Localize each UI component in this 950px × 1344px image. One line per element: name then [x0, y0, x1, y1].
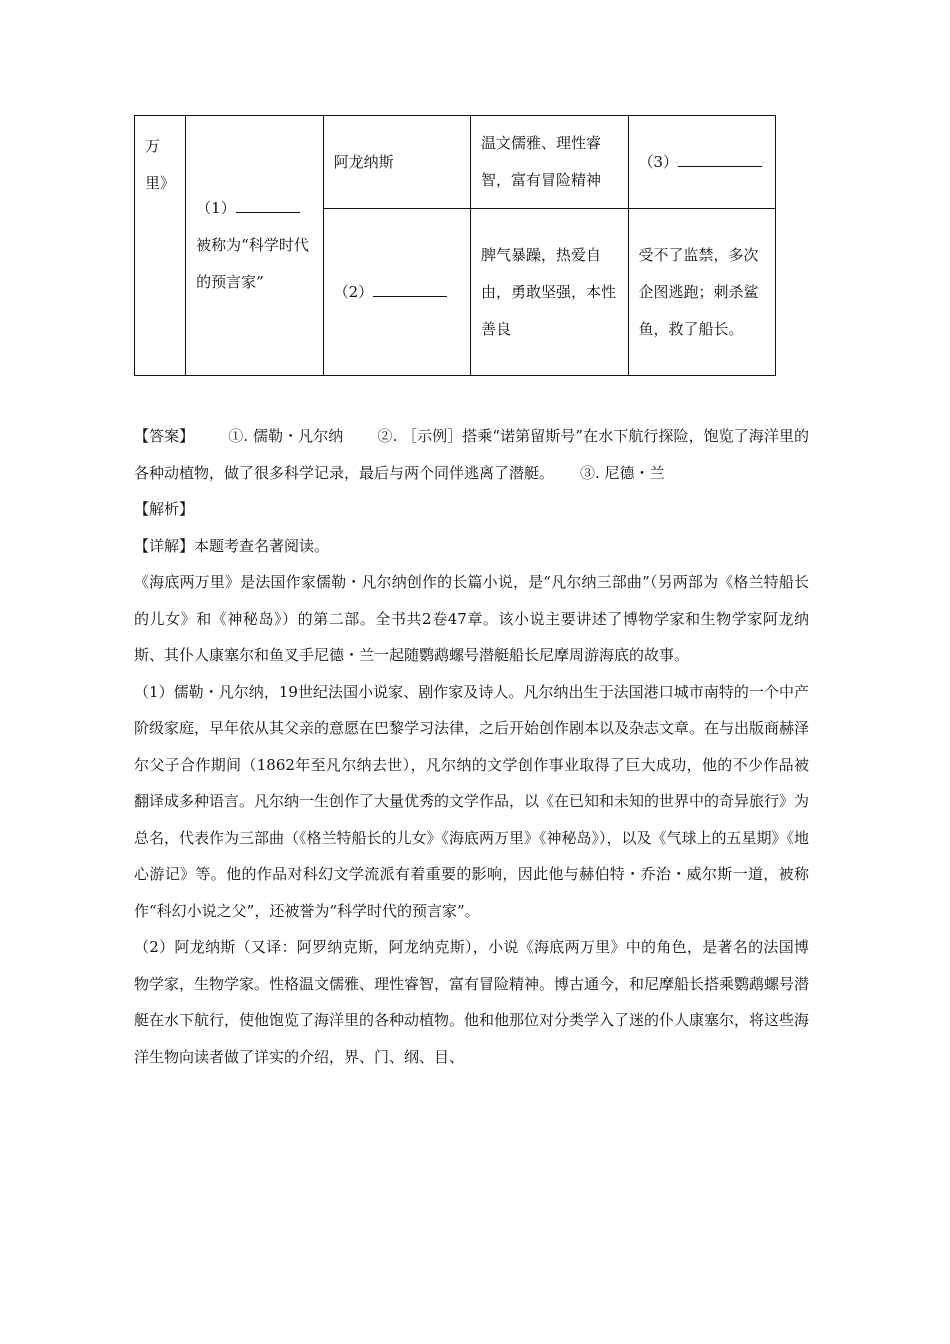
answer-label: 【答案】	[134, 427, 195, 445]
paragraph: （2）阿龙纳斯（又译：阿罗纳克斯，阿龙纳克斯），小说《海底两万里》中的角色，是著名的法国博物学家，生物学家。性格温文儒雅、理性睿智，富有冒险精神。博古通今，和尼摩船长搭乘鹦鹉螺号潜艇在水下航行，使他饱览了海洋里的各种动植物。他和他那位对分类学入了迷的仆人康塞尔，将这些海洋生物向读者做了详实的介绍，界、门、纲、目、	[134, 938, 810, 1066]
author-cell	[186, 116, 323, 376]
event-blank	[678, 152, 762, 167]
author-blank	[236, 198, 300, 213]
book-title-cell: 万里》	[135, 116, 186, 376]
traits-cell: 脾气暴躁，热爱自由，勇敢坚强，本性善良	[471, 209, 628, 376]
role-cell: 阿龙纳斯	[323, 116, 470, 209]
answer-paragraph	[134, 418, 809, 491]
detail-label: 【详解】本题考查名著阅读。	[134, 536, 330, 555]
role-blank	[373, 282, 447, 297]
traits-cell: 温文儒雅、理性睿智，富有冒险精神	[471, 116, 628, 209]
analysis-label: 【解析】	[134, 500, 195, 518]
answer-item-1: ①. 儒勒・凡尔纳	[228, 427, 344, 445]
answer-item-2: ②. ［示例］搭乘“诺第留斯号”在水下航行探险，饱览了海洋里的各种动植物，做了很多科学记录，最后与两个同伴逃离了潜艇。	[134, 427, 809, 482]
event-cell: 受不了监禁，多次企图逃跑；刺杀鲨鱼，救了船长。	[628, 209, 775, 376]
event-cell	[628, 116, 775, 209]
answer-section	[134, 418, 809, 1075]
literature-table	[134, 115, 776, 376]
answer-item-3: ③. 尼德・兰	[580, 463, 665, 482]
author-description: 被称为“科学时代的预言家”	[196, 236, 309, 291]
role-blank-label: （2）	[333, 282, 374, 301]
author-blank-label: （1）	[196, 199, 236, 217]
role-cell	[323, 209, 470, 376]
table-row	[135, 116, 776, 209]
paragraph: （1）儒勒・凡尔纳，19世纪法国小说家、剧作家及诗人。凡尔纳出生于法国港口城市南特的一个中产阶级家庭，早年依从其父亲的意愿在巴黎学习法律，之后开始创作剧本以及杂志文章。在与出版商赫泽尔父子合作期间（1862年至凡尔纳去世），凡尔纳的文学创作事业取得了巨大成功，他的不少作品被翻译成多种语言。凡尔纳一生创作了大量优秀的文学作品，以《在已知和未知的世界中的奇异旅行》为总名，代表作为三部曲（《格兰特船长的儿女》《海底两万里》《神秘岛》），以及《气球上的五星期》《地心游记》等。他的作品对科幻文学流派有着重要的影响，因此他与赫伯特・乔治・威尔斯一道，被称作“科幻小说之父”，还被誉为“科学时代的预言家”。	[134, 682, 810, 920]
paragraph: 《海底两万里》是法国作家儒勒・凡尔纳创作的长篇小说，是“凡尔纳三部曲”（另两部为《格兰特船长的儿女》和《神秘岛》）的第二部。全书共2卷47章。该小说主要讲述了博物学家和生物学家阿龙纳斯、其仆人康塞尔和鱼叉手尼德・兰一起随鹦鹉螺号潜艇船长尼摩周游海底的故事。	[134, 573, 809, 664]
event-blank-label: （3）	[638, 152, 679, 171]
